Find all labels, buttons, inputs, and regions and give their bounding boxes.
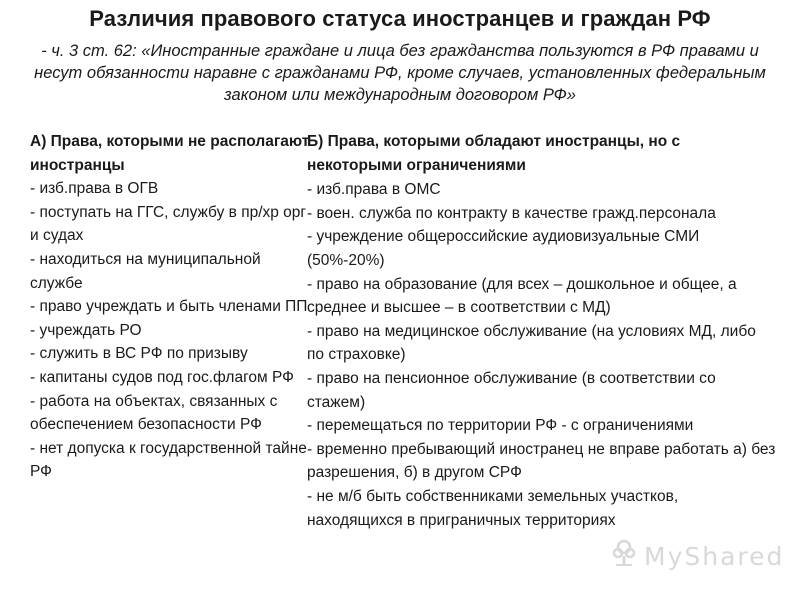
list-item: - учреждать РО (30, 321, 142, 339)
list-item: - поступать на ГГС, службу в пр/хр орг и судах (30, 203, 307, 245)
column-b-list (307, 178, 777, 532)
column-a-heading: А) Права, которыми не располагают иностранцы (30, 133, 310, 174)
list-item: - капитаны судов под гос.флагом РФ (30, 368, 294, 386)
list-item: - перемещаться по территории РФ - с ограничениями (307, 417, 694, 435)
column-b (307, 130, 777, 532)
column-a (30, 130, 312, 484)
list-item: - воен. служба по контракту в качестве гражд.персонала (307, 204, 716, 222)
list-item: - право на пенсионное обслуживание (в соответствии со стажем) (307, 369, 716, 411)
list-item: - право на медицинское обслуживание (на условиях МД, либо по страховке) (307, 322, 756, 364)
column-b-heading: Б) Права, которыми обладают иностранцы, но с некоторыми ограничениями (307, 133, 681, 174)
list-item: - изб.права в ОМС (307, 181, 441, 199)
list-item: - право на образование (для всех – дошкольное и общее, а среднее и высшее – в соответствии с МД) (307, 275, 737, 317)
list-item: - нет допуска к государственной тайне РФ (30, 439, 307, 481)
list-item: - учреждение общероссийские аудиовизуальные СМИ (50%-20%) (307, 228, 700, 269)
list-item: - находиться на муниципальной службе (30, 250, 261, 292)
constitution-quote: - ч. 3 ст. 62: «Иностранные граждане и лица без гражданства пользуются в РФ правами и несут обязанности наравне с гражданами РФ, кроме случаев, установленных федеральным законом или международным договором РФ» (34, 42, 766, 104)
list-item: - право учреждать и быть членами ПП (30, 298, 308, 316)
list-item: - не м/б быть собственниками земельных участков, находящихся в приграничных территориях (307, 487, 679, 529)
list-item: - служить в ВС РФ по призыву (30, 345, 248, 363)
watermark (610, 538, 784, 574)
tree-icon (610, 538, 638, 574)
slide-title: Различия правового статуса иностранцев и граждан РФ (89, 6, 711, 31)
list-item: - временно пребывающий иностранец не вправе работать а) без разрешения, б) в другом СРФ (307, 440, 776, 482)
column-a-list (30, 177, 312, 484)
watermark-text: MyShared (644, 541, 785, 571)
list-item: - работа на объектах, связанных с обеспечением безопасности РФ (30, 392, 278, 434)
list-item: - изб.права в ОГВ (30, 180, 159, 198)
